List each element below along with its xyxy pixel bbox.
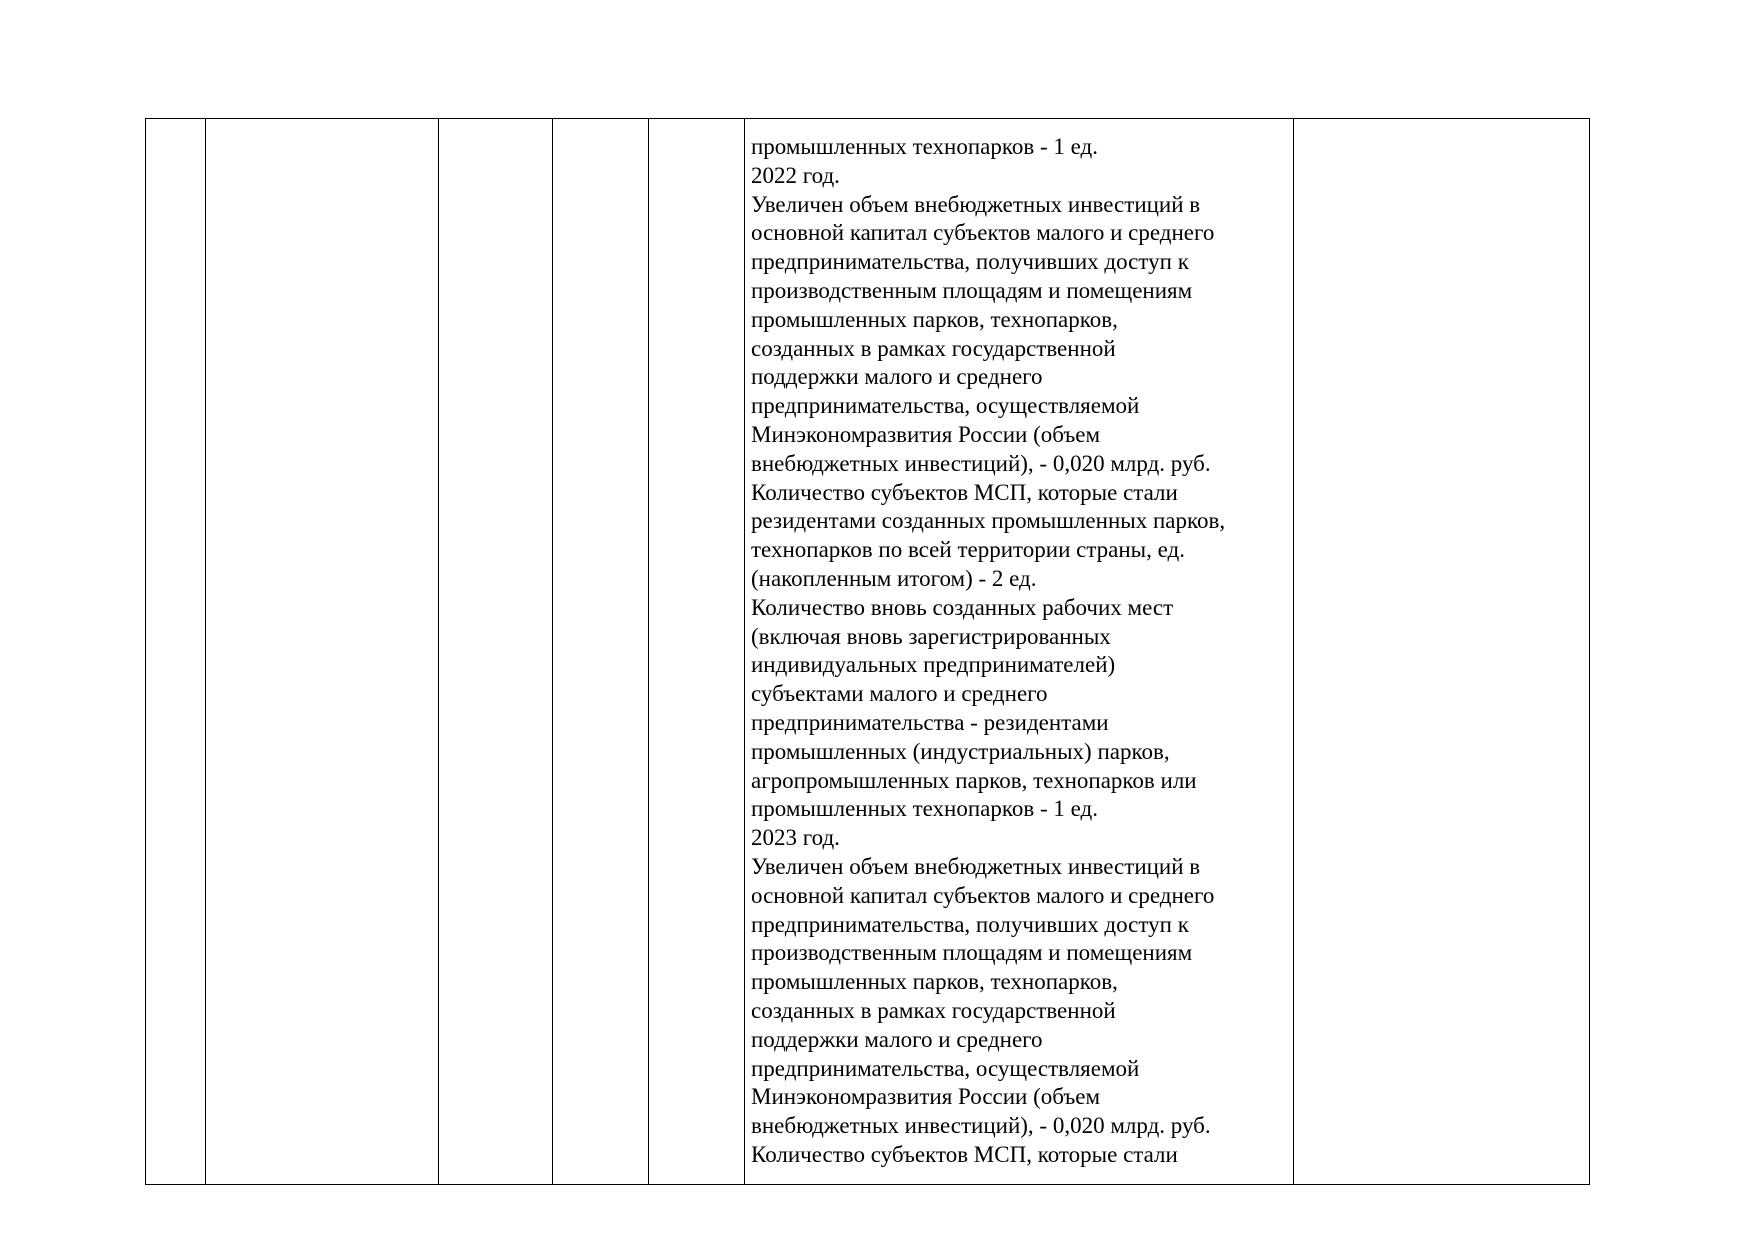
continuation-table [145, 118, 1590, 1185]
text-line: промышленных технопарков - 1 ед. [751, 796, 1099, 822]
text-line: индивидуальных предпринимателей) [751, 652, 1116, 678]
text-line: промышленных технопарков - 1 ед. [751, 134, 1099, 159]
text-line: промышленных (индустриальных) парков, [751, 738, 1170, 764]
text-line: поддержки малого и среднего [751, 1026, 1043, 1052]
text-line: Количество субъектов МСП, которые стали [751, 1141, 1178, 1167]
number-cell [146, 119, 206, 1185]
responsible-cell [439, 119, 553, 1185]
expected-result-cell [745, 119, 1294, 1185]
year-heading-2023: 2023 год. [751, 825, 840, 851]
text-line: Минэкономразвития России (объем [751, 421, 1101, 447]
text-line: поддержки малого и среднего [751, 364, 1043, 390]
text-line: агропромышленных парков, технопарков или [751, 767, 1197, 793]
text-line: внебюджетных инвестиций), - 0,020 млрд. руб. [751, 450, 1211, 476]
text-line: предпринимательства, получивших доступ к [751, 911, 1189, 937]
year-heading-2022: 2022 год. [751, 162, 840, 188]
text-line: Увеличен объем внебюджетных инвестиций в [751, 853, 1201, 879]
notes-cell [1294, 119, 1590, 1185]
text-line: основной капитал субъектов малого и среднего [751, 882, 1215, 908]
text-line: промышленных парков, технопарков, [751, 306, 1118, 332]
text-line: предпринимательства - резидентами [751, 709, 1109, 735]
start-date-cell [553, 119, 649, 1185]
text-line: субъектами малого и среднего [751, 681, 1048, 707]
text-line: резидентами созданных промышленных парков, [751, 508, 1226, 534]
text-line: производственным площадям и помещениям [751, 277, 1193, 303]
text-line: Минэкономразвития России (объем [751, 1084, 1101, 1110]
text-line: предпринимательства, получивших доступ к [751, 249, 1189, 275]
text-line: предпринимательства, осуществляемой [751, 1055, 1140, 1081]
text-line: Количество субъектов МСП, которые стали [751, 479, 1178, 505]
text-line: предпринимательства, осуществляемой [751, 393, 1140, 419]
text-line: производственным площадям и помещениям [751, 940, 1193, 966]
text-line: промышленных парков, технопарков, [751, 969, 1118, 995]
text-line: основной капитал субъектов малого и среднего [751, 220, 1215, 246]
text-line: технопарков по всей территории страны, ед. [751, 537, 1185, 563]
end-date-cell [649, 119, 745, 1185]
text-line: созданных в рамках государственной [751, 997, 1116, 1023]
table-row [146, 119, 1590, 1185]
event-name-cell [206, 119, 439, 1185]
text-line: созданных в рамках государственной [751, 335, 1116, 361]
text-line: (накопленным итогом) - 2 ед. [751, 565, 1037, 591]
text-line: (включая вновь зарегистрированных [751, 623, 1111, 649]
text-line: Количество вновь созданных рабочих мест [751, 594, 1174, 620]
text-line: внебюджетных инвестиций), - 0,020 млрд. руб. [751, 1113, 1211, 1139]
text-line: Увеличен объем внебюджетных инвестиций в [751, 191, 1201, 217]
